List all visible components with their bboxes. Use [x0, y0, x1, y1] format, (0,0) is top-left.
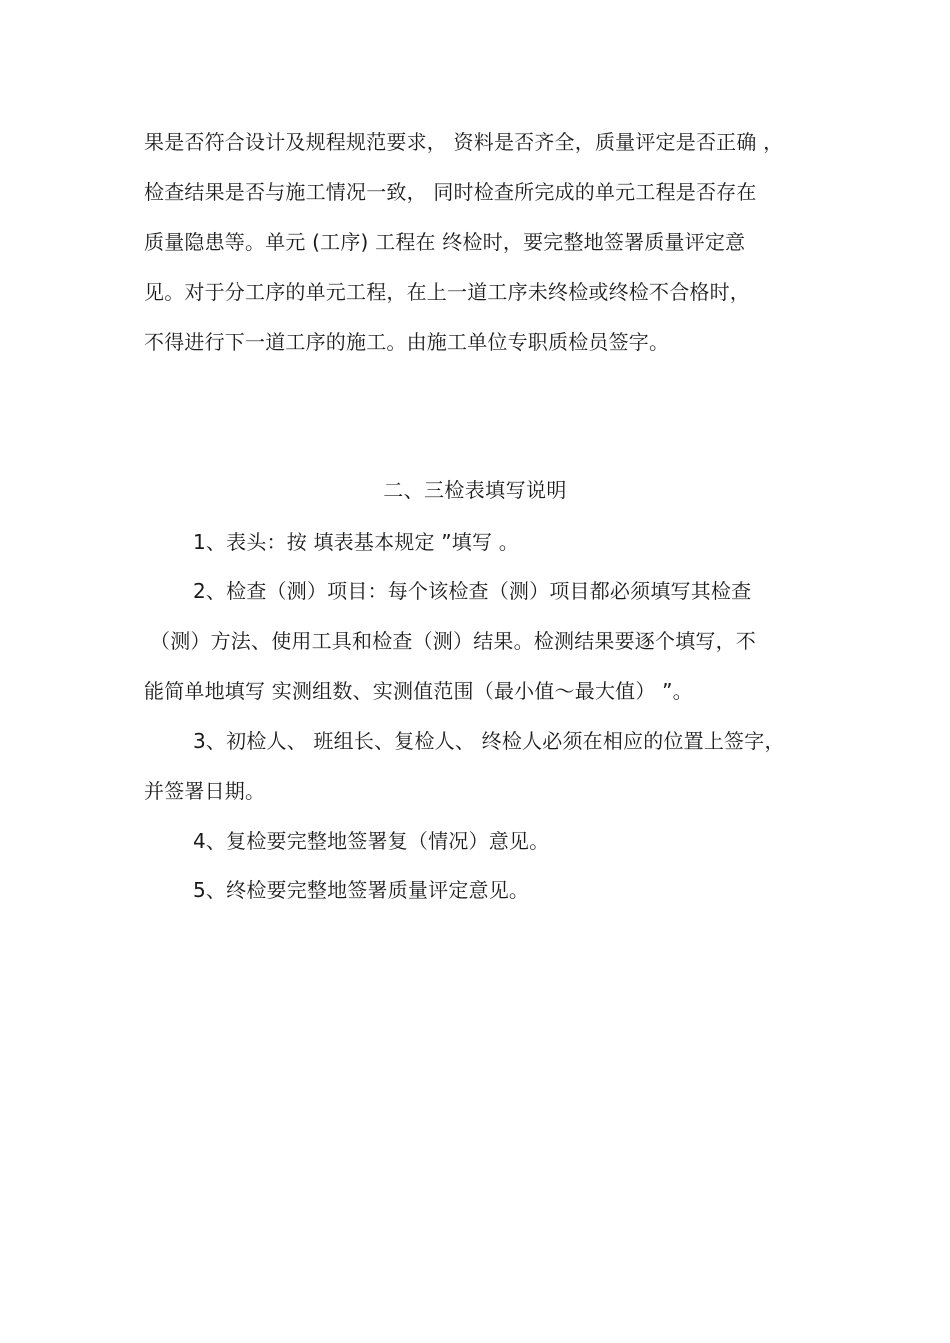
item-3-line-1: 3、初检人、 班组长、复检人、 终检人必须在相应的位置上签字， — [193, 729, 785, 753]
item-2-line-2: （测）方法、使用工具和检查（测）结果。检测结果要逐个填写，不 — [150, 629, 756, 653]
paragraph-line-4: 见。对于分工序的单元工程，在上一道工序未终检或终检不合格时， — [144, 280, 750, 304]
paragraph-line-1: 果是否符合设计及规程规范要求， 资料是否齐全，质量评定是否正确 ， — [144, 130, 784, 154]
item-2-line-1: 2、检查（测）项目：每个该检查（测）项目都必须填写其检查 — [193, 579, 752, 603]
paragraph-line-3: 质量隐患等。单元 (工序) 工程在 终检时，要完整地签署质量评定意 — [144, 230, 746, 254]
item-5: 5、终检要完整地签署质量评定意见。 — [193, 878, 530, 902]
section-title: 二、三检表填写说明 — [383, 478, 567, 502]
item-2-line-3: 能简单地填写 实测组数、实测值范围（最小值～最大值） ”。 — [144, 679, 693, 703]
item-4: 4、复检要完整地签署复（情况）意见。 — [193, 829, 550, 853]
paragraph-line-5: 不得进行下一道工序的施工。由施工单位专职质检员签字。 — [144, 330, 670, 354]
item-1: 1、表头：按 填表基本规定 ”填写 。 — [193, 530, 519, 554]
item-3-line-2: 并签署日期。 — [144, 779, 266, 803]
paragraph-line-2: 检查结果是否与施工情况一致， 同时检查所完成的单元工程是否存在 — [144, 180, 757, 204]
